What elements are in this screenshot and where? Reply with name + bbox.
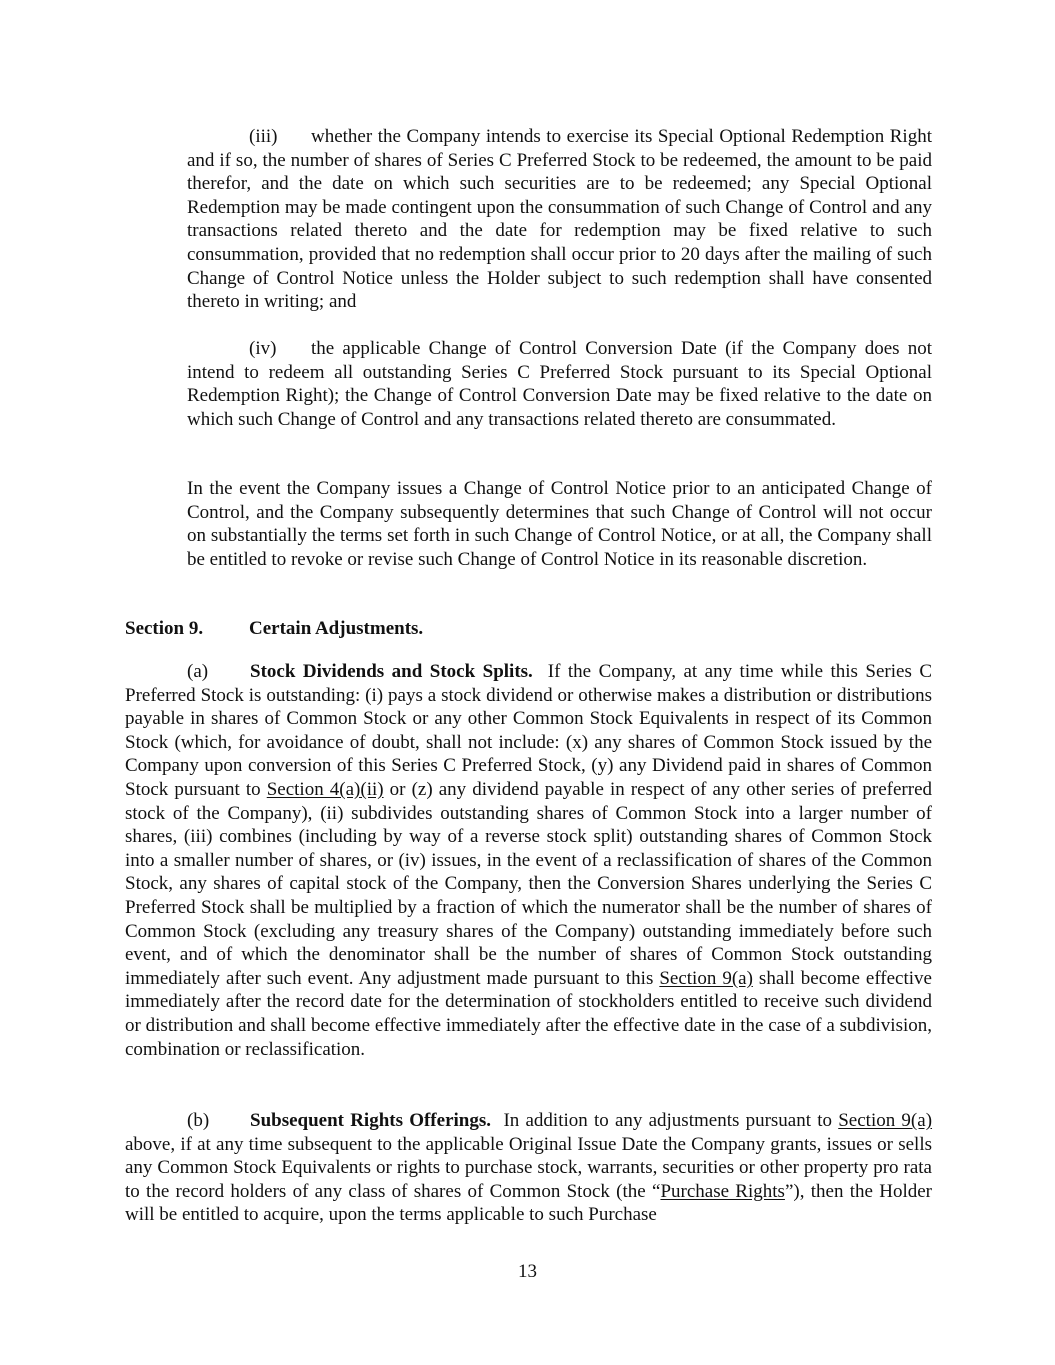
paragraph-iii-text: whether the Company intends to exercise its Special Optional Redemption Right and if so, the number of shares of Series C Preferred Stock to be redeemed, the amount to be paid therefor, and the date on which such securities are to be redeemed; any Special Optional Redemption may be made contingent upon the consummation of such Change of Control and any transactions related thereto and the date for redemption may be fixed relative to such consummation, provided that no redemption shall occur prior to 20 days after the mailing of such Change of Control Notice unless the Holder subject to such redemption shall have consented thereto in writing; and [187, 126, 932, 313]
paragraph-b-text-1: In addition to any adjustments pursuant to [503, 1110, 833, 1131]
paragraph-iv [187, 337, 932, 431]
paragraph-iii [187, 125, 932, 314]
cross-reference-section-9a-b: Section 9(a) [838, 1110, 933, 1131]
paragraph-a-text-2: or (z) any dividend payable in respect of any other series of preferred stock of the Company), (ii) subdivides outstanding shares of Common Stock into a larger number of shares, (iii) combines (including by way of a reverse stock split) outstanding shares of Common Stock into a smaller number of shares, or (iv) issues, in the event of a reclassification of shares of the Common Stock, any shares of capital stock of the Company, then the Conversion Shares underlying the Series C Preferred Stock shall be multiplied by a fraction of which the numerator shall be the number of shares of Common Stock (excluding any treasury shares of the Company) outstanding immediately before such event, and of which the denominator shall be the number of shares of Common Stock outstanding immediately after such event. Any adjustment made pursuant to this [125, 778, 933, 989]
marker-iii: (iii) [249, 126, 278, 147]
marker-a: (a) [187, 661, 209, 682]
defined-term-purchase-rights: Purchase Rights [660, 1180, 785, 1202]
section-9-title: Certain Adjustments. [249, 618, 424, 639]
cross-reference-section-9a: Section 9(a) [659, 967, 753, 989]
paragraph-b [125, 1109, 932, 1227]
marker-b: (b) [187, 1110, 210, 1131]
section-9-number: Section 9. [125, 618, 204, 639]
cross-reference-section-4a-ii: Section 4(a)(ii) [266, 778, 384, 800]
page-number: 13 [518, 1261, 537, 1282]
paragraph-change-of-control-event [187, 477, 932, 571]
paragraph-a-text-3: shall become effective immediately after the record date for the determination of stockholders entitled to receive such dividend or distribution and shall become effective immediately after the effective date in the case of a subdivision, combination or reclassification. [125, 967, 932, 1060]
paragraph-a [125, 660, 932, 1061]
marker-iv: (iv) [249, 338, 277, 359]
paragraph-iv-text: the applicable Change of Control Conversion Date (if the Company does not intend to redeem all outstanding Series C Preferred Stock pursuant to its Special Optional Redemption Right); the Change of Control Conversion Date may be fixed relative to the date on which such Change of Control and any transactions related thereto are consummated. [187, 338, 932, 430]
paragraph-b-text-3: ”), then the Holder will be entitled to acquire, upon the terms applicable to such Purchase [125, 1180, 932, 1226]
paragraph-b-text-2: above, if at any time subsequent to the applicable Original Issue Date the Company grants, issues or sells any Common Stock Equivalents or rights to purchase stock, warrants, securities or other property pro rata to the record holders of any class of shares of Common Stock (the “ [125, 1133, 932, 1202]
paragraph-a-heading: Stock Dividends and Stock Splits. [250, 661, 533, 682]
paragraph-event-text: In the event the Company issues a Change of Control Notice prior to an anticipated Change of Control, and the Company subsequently determines that such Change of Control will not occur on substantially the terms set forth in such Change of Control Notice, or at all, the Company shall be entitled to revoke or revise such Change of Control Notice in its reasonable discretion. [187, 478, 932, 570]
paragraph-b-heading: Subsequent Rights Offerings. [250, 1110, 491, 1131]
section-9-heading [125, 617, 423, 641]
paragraph-a-text-1: If the Company, at any time while this Series C Preferred Stock is outstanding: (i) pays a stock dividend or otherwise makes a distribution or distributions payable in shares of Common Stock or any other Common Stock Equivalents in respect of its Common Stock (which, for avoidance of doubt, shall not include: (x) any shares of Common Stock issued by the Company upon conversion of this Series C Preferred Stock, (y) any Dividend paid in shares of Common Stock pursuant to [125, 661, 932, 800]
